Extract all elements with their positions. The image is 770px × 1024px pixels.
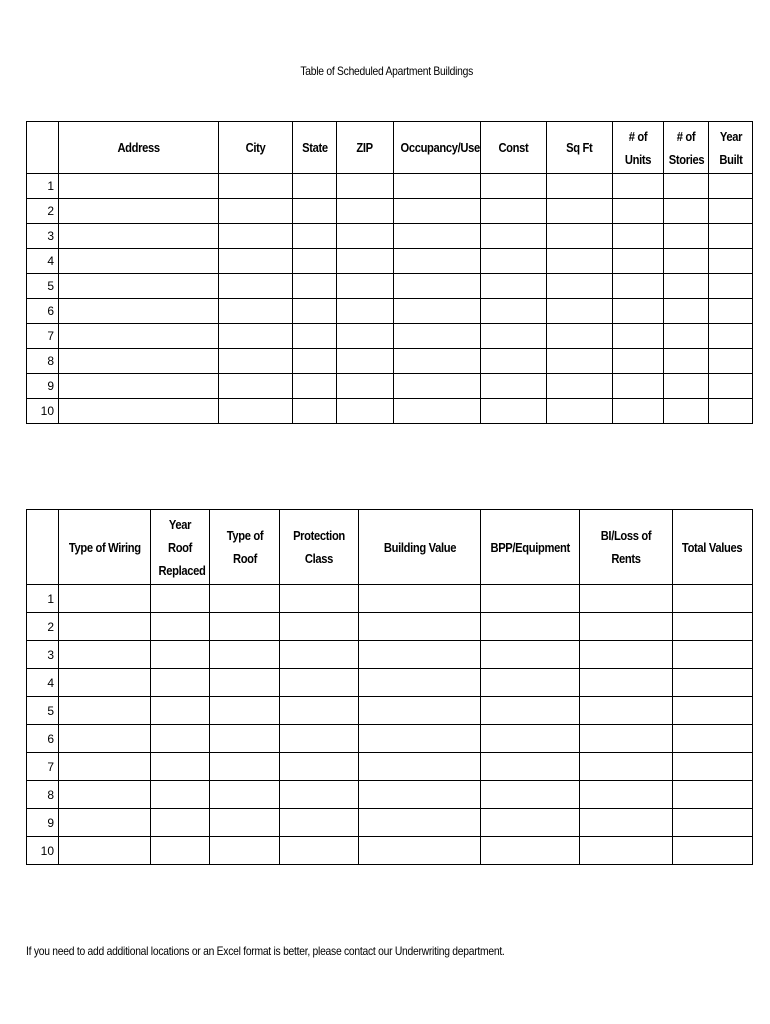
table-cell[interactable] — [59, 199, 219, 224]
table-cell[interactable] — [664, 174, 709, 199]
header-stories: # of Stories — [664, 122, 709, 174]
table-cell[interactable] — [151, 725, 210, 753]
table-cell[interactable] — [481, 725, 580, 753]
table-cell[interactable] — [580, 669, 673, 697]
table-cell[interactable] — [210, 725, 280, 753]
table-cell[interactable] — [59, 669, 151, 697]
table-cell[interactable] — [709, 299, 753, 324]
table-cell[interactable] — [394, 224, 481, 249]
header-bi-loss-of-rents: BI/Loss of Rents — [580, 510, 673, 585]
table-row — [27, 399, 753, 424]
table-cell[interactable] — [359, 725, 481, 753]
table-cell[interactable] — [481, 809, 580, 837]
table-cell[interactable] — [481, 324, 547, 349]
table-cell[interactable] — [709, 174, 753, 199]
table-cell[interactable] — [709, 374, 753, 399]
header-building-value: Building Value — [359, 510, 481, 585]
table-cell[interactable] — [293, 299, 337, 324]
table-cell[interactable] — [613, 199, 664, 224]
table-cell[interactable] — [293, 374, 337, 399]
header-state: State — [293, 122, 337, 174]
table-cell[interactable] — [709, 274, 753, 299]
footer-note: If you need to add additional locations or an Excel format is better, please contact our Underwriting department. — [26, 944, 505, 958]
table-cell[interactable] — [613, 174, 664, 199]
table-cell[interactable] — [359, 809, 481, 837]
table-cell[interactable] — [673, 641, 753, 669]
table-cell[interactable] — [673, 697, 753, 725]
table-cell[interactable] — [580, 781, 673, 809]
table-cell[interactable] — [293, 174, 337, 199]
table-cell[interactable] — [481, 199, 547, 224]
table-row — [27, 374, 753, 399]
table-cell[interactable] — [613, 399, 664, 424]
table-cell[interactable] — [219, 199, 293, 224]
table-cell[interactable] — [394, 249, 481, 274]
row-number: 8 — [27, 349, 59, 374]
table-cell[interactable] — [210, 697, 280, 725]
table-cell[interactable] — [210, 641, 280, 669]
table-cell[interactable] — [59, 299, 219, 324]
table-row — [27, 349, 753, 374]
table-cell[interactable] — [580, 697, 673, 725]
table-cell[interactable] — [59, 613, 151, 641]
table-cell[interactable] — [673, 837, 753, 865]
building-values-table — [26, 509, 753, 865]
table-cell[interactable] — [293, 274, 337, 299]
table-cell[interactable] — [280, 585, 359, 613]
table-row — [27, 274, 753, 299]
table-cell[interactable] — [210, 669, 280, 697]
header-year-built: Year Built — [709, 122, 753, 174]
table-cell[interactable] — [664, 399, 709, 424]
table-cell[interactable] — [151, 613, 210, 641]
table-cell[interactable] — [219, 399, 293, 424]
table-cell[interactable] — [59, 809, 151, 837]
table-cell[interactable] — [210, 613, 280, 641]
table-cell[interactable] — [359, 781, 481, 809]
table-cell[interactable] — [219, 174, 293, 199]
table-cell[interactable] — [59, 585, 151, 613]
table-cell[interactable] — [59, 697, 151, 725]
table-cell[interactable] — [580, 613, 673, 641]
row-number: 7 — [27, 753, 59, 781]
table-row — [27, 299, 753, 324]
table-cell[interactable] — [280, 725, 359, 753]
table-row — [27, 669, 753, 697]
table-cell[interactable] — [210, 809, 280, 837]
row-number: 3 — [27, 224, 59, 249]
table-header-row — [27, 510, 753, 585]
table-cell[interactable] — [481, 753, 580, 781]
table-cell[interactable] — [664, 199, 709, 224]
table-cell[interactable] — [613, 274, 664, 299]
table-cell[interactable] — [359, 613, 481, 641]
row-number: 1 — [27, 585, 59, 613]
header-sq-ft: Sq Ft — [547, 122, 613, 174]
table-cell[interactable] — [280, 697, 359, 725]
table-cell[interactable] — [219, 249, 293, 274]
table-cell[interactable] — [219, 224, 293, 249]
table-cell[interactable] — [337, 199, 394, 224]
row-number: 4 — [27, 249, 59, 274]
table-cell[interactable] — [59, 641, 151, 669]
table-cell[interactable] — [59, 349, 219, 374]
table-cell[interactable] — [293, 224, 337, 249]
table-cell[interactable] — [547, 374, 613, 399]
table-cell[interactable] — [547, 349, 613, 374]
table-cell[interactable] — [481, 669, 580, 697]
table-cell[interactable] — [337, 399, 394, 424]
table-cell[interactable] — [280, 781, 359, 809]
table-row — [27, 224, 753, 249]
row-number: 9 — [27, 809, 59, 837]
table-cell[interactable] — [59, 274, 219, 299]
table-cell[interactable] — [151, 781, 210, 809]
row-number: 3 — [27, 641, 59, 669]
table-cell[interactable] — [210, 781, 280, 809]
table-cell[interactable] — [673, 669, 753, 697]
table-row — [27, 837, 753, 865]
table-cell[interactable] — [359, 837, 481, 865]
document-title: Table of Scheduled Apartment Buildings — [300, 64, 474, 78]
row-number: 9 — [27, 374, 59, 399]
table-cell[interactable] — [151, 641, 210, 669]
row-number: 5 — [27, 274, 59, 299]
table-cell[interactable] — [394, 324, 481, 349]
table-cell[interactable] — [359, 585, 481, 613]
table-cell[interactable] — [293, 249, 337, 274]
table-cell[interactable] — [219, 324, 293, 349]
table-cell[interactable] — [673, 809, 753, 837]
table-cell[interactable] — [394, 374, 481, 399]
table-cell[interactable] — [613, 324, 664, 349]
table-cell[interactable] — [59, 174, 219, 199]
row-number: 7 — [27, 324, 59, 349]
table-cell[interactable] — [337, 274, 394, 299]
table-cell[interactable] — [709, 324, 753, 349]
header-occupancy-use: Occupancy/Use — [394, 122, 481, 174]
table-cell[interactable] — [151, 753, 210, 781]
row-number: 6 — [27, 299, 59, 324]
header-bpp-equipment: BPP/Equipment — [481, 510, 580, 585]
table-cell[interactable] — [664, 324, 709, 349]
table-row — [27, 809, 753, 837]
table-cell[interactable] — [337, 174, 394, 199]
table-cell[interactable] — [210, 753, 280, 781]
table-cell[interactable] — [580, 585, 673, 613]
table-cell[interactable] — [280, 809, 359, 837]
table-cell[interactable] — [337, 224, 394, 249]
table-row — [27, 781, 753, 809]
header-total-values: Total Values — [673, 510, 753, 585]
row-number-header — [27, 510, 59, 585]
table-cell[interactable] — [394, 349, 481, 374]
table-cell[interactable] — [580, 809, 673, 837]
table-cell[interactable] — [664, 299, 709, 324]
table-row — [27, 725, 753, 753]
table-cell[interactable] — [673, 725, 753, 753]
table-row — [27, 585, 753, 613]
table-cell[interactable] — [481, 781, 580, 809]
header-zip: ZIP — [337, 122, 394, 174]
row-number: 1 — [27, 174, 59, 199]
table-cell[interactable] — [359, 697, 481, 725]
table-row — [27, 324, 753, 349]
table-cell[interactable] — [709, 399, 753, 424]
table-cell[interactable] — [337, 324, 394, 349]
table-cell[interactable] — [219, 349, 293, 374]
row-number: 2 — [27, 613, 59, 641]
table-cell[interactable] — [580, 837, 673, 865]
table-cell[interactable] — [580, 641, 673, 669]
table-cell[interactable] — [219, 299, 293, 324]
table-cell[interactable] — [673, 781, 753, 809]
table-cell[interactable] — [151, 669, 210, 697]
table-row — [27, 174, 753, 199]
row-number: 5 — [27, 697, 59, 725]
table-cell[interactable] — [337, 299, 394, 324]
row-number: 8 — [27, 781, 59, 809]
table-cell[interactable] — [673, 613, 753, 641]
table-cell[interactable] — [59, 725, 151, 753]
table-cell[interactable] — [293, 324, 337, 349]
table-cell[interactable] — [613, 349, 664, 374]
table-cell[interactable] — [359, 753, 481, 781]
table-row — [27, 249, 753, 274]
table-cell[interactable] — [481, 349, 547, 374]
table-cell[interactable] — [280, 753, 359, 781]
table-cell[interactable] — [547, 224, 613, 249]
table-cell[interactable] — [59, 224, 219, 249]
table-cell[interactable] — [709, 349, 753, 374]
table-cell[interactable] — [293, 349, 337, 374]
table-cell[interactable] — [481, 613, 580, 641]
table-cell[interactable] — [664, 374, 709, 399]
table-cell[interactable] — [613, 374, 664, 399]
header-type-of-wiring: Type of Wiring — [59, 510, 151, 585]
header-year-roof-replaced: Year Roof Replaced — [151, 510, 210, 585]
header-type-of-roof: Type of Roof — [210, 510, 280, 585]
table-cell[interactable] — [293, 199, 337, 224]
row-number: 6 — [27, 725, 59, 753]
table-cell[interactable] — [59, 249, 219, 274]
table-row — [27, 613, 753, 641]
table-cell[interactable] — [280, 669, 359, 697]
table-cell[interactable] — [580, 753, 673, 781]
table-cell[interactable] — [613, 299, 664, 324]
table-cell[interactable] — [613, 224, 664, 249]
table-cell[interactable] — [481, 837, 580, 865]
table-row — [27, 753, 753, 781]
table-cell[interactable] — [481, 174, 547, 199]
table-cell[interactable] — [280, 837, 359, 865]
table-cell[interactable] — [481, 299, 547, 324]
table-cell[interactable] — [709, 249, 753, 274]
header-const: Const — [481, 122, 547, 174]
header-address: Address — [59, 122, 219, 174]
table-cell[interactable] — [709, 199, 753, 224]
table-cell[interactable] — [481, 374, 547, 399]
table-cell[interactable] — [613, 249, 664, 274]
table-cell[interactable] — [547, 199, 613, 224]
header-units: # of Units — [613, 122, 664, 174]
table-cell[interactable] — [151, 837, 210, 865]
table-cell[interactable] — [394, 199, 481, 224]
table-cell[interactable] — [481, 641, 580, 669]
table-cell[interactable] — [394, 399, 481, 424]
header-city: City — [219, 122, 293, 174]
table-cell[interactable] — [59, 837, 151, 865]
table-cell[interactable] — [481, 697, 580, 725]
table-cell[interactable] — [481, 224, 547, 249]
row-number-header — [27, 122, 59, 174]
table-cell[interactable] — [394, 299, 481, 324]
table-cell[interactable] — [359, 669, 481, 697]
table-cell[interactable] — [547, 399, 613, 424]
table-cell[interactable] — [664, 224, 709, 249]
table-cell[interactable] — [709, 224, 753, 249]
table-cell[interactable] — [151, 585, 210, 613]
table-row — [27, 199, 753, 224]
table-cell[interactable] — [673, 753, 753, 781]
table-cell[interactable] — [337, 374, 394, 399]
table-cell[interactable] — [219, 274, 293, 299]
table-cell[interactable] — [59, 781, 151, 809]
table-cell[interactable] — [481, 399, 547, 424]
table-cell[interactable] — [664, 349, 709, 374]
table-cell[interactable] — [210, 585, 280, 613]
table-cell[interactable] — [547, 174, 613, 199]
table-cell[interactable] — [280, 613, 359, 641]
table-cell[interactable] — [337, 349, 394, 374]
table-cell[interactable] — [580, 725, 673, 753]
table-cell[interactable] — [481, 585, 580, 613]
row-number: 10 — [27, 837, 59, 865]
table-cell[interactable] — [151, 697, 210, 725]
table-row — [27, 641, 753, 669]
row-number: 4 — [27, 669, 59, 697]
table-cell[interactable] — [59, 324, 219, 349]
row-number: 10 — [27, 399, 59, 424]
table-cell[interactable] — [359, 641, 481, 669]
table-cell[interactable] — [59, 374, 219, 399]
table-cell[interactable] — [673, 585, 753, 613]
table-cell[interactable] — [280, 641, 359, 669]
table-cell[interactable] — [337, 249, 394, 274]
table-cell[interactable] — [210, 837, 280, 865]
table-cell[interactable] — [481, 274, 547, 299]
table-cell[interactable] — [547, 274, 613, 299]
table-cell[interactable] — [219, 374, 293, 399]
table-cell[interactable] — [293, 399, 337, 424]
table-cell[interactable] — [481, 249, 547, 274]
header-protection-class: Protection Class — [280, 510, 359, 585]
table-cell[interactable] — [151, 809, 210, 837]
table-cell[interactable] — [547, 249, 613, 274]
apartment-buildings-table — [26, 121, 753, 424]
table-cell[interactable] — [547, 299, 613, 324]
table-cell[interactable] — [664, 274, 709, 299]
row-number: 2 — [27, 199, 59, 224]
table-header-row — [27, 122, 753, 174]
table-cell[interactable] — [59, 399, 219, 424]
table-cell[interactable] — [59, 753, 151, 781]
table-cell[interactable] — [394, 174, 481, 199]
table-cell[interactable] — [394, 274, 481, 299]
table-cell[interactable] — [664, 249, 709, 274]
table-row — [27, 697, 753, 725]
table-cell[interactable] — [547, 324, 613, 349]
